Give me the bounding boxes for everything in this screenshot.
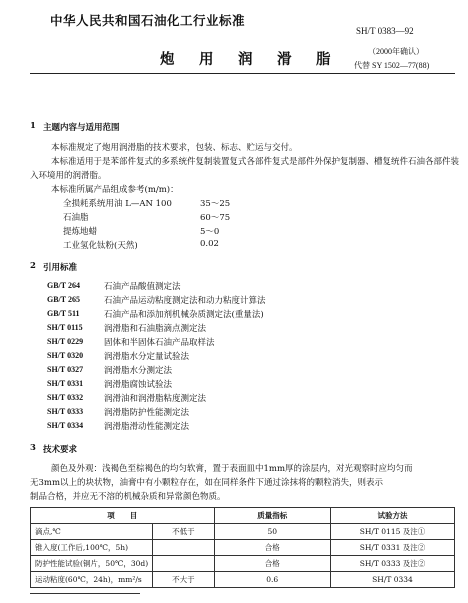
reference-code: SH/T 0333 [47,407,84,416]
reference-title: 润滑脂腐蚀试验法 [104,380,173,390]
reference-code: GB/T 511 [47,309,80,318]
composition-value: 5～0 [200,227,220,237]
section-3-paragraph: 颜色及外观：浅褐色至棕褐色的均匀软膏，置于表面皿中1mm厚的涂层内，对光观察时应均匀而 [51,464,413,474]
composition-name: 提炼地蜡 [63,227,98,237]
table-cell-value: 合格 [214,556,330,572]
table-cell-value: 50 [214,524,330,540]
table-row [31,556,455,572]
document-title: 炮 用 润 滑 脂 [160,51,336,68]
section-3-paragraph: 制品合格，并应无不溶的机械杂质和异常颜色物质。 [30,492,226,502]
reference-title: 润滑脂水分测定法 [104,366,173,376]
composition-value: 60～75 [200,213,231,223]
table-cell-item: 防护性能试验(铜片，50℃，30d) [31,556,153,572]
composition-value: 0.02 [200,239,219,249]
reconfirm-note: （2000年确认） [368,47,424,56]
table-cell-value: 0.6 [214,572,330,588]
table-cell-sub [153,540,214,556]
table-cell-item: 锥入度(工作后,100℃，5h) [31,540,153,556]
reference-title: 润滑脂滑动性能测定法 [104,422,190,432]
reference-title: 润滑脂水分定量试验法 [104,352,190,362]
composition-name: 工业氢化钛粉(天然) [63,241,138,251]
table-cell-value: 合格 [214,540,330,556]
composition-name: 石油脂 [63,213,89,223]
table-cell-method: SH/T 0334 [330,572,454,588]
reference-code: SH/T 0327 [47,365,84,374]
reference-title: 石油产品运动粘度测定法和动力粘度计算法 [104,296,266,306]
table-row [31,540,455,556]
section-1-paragraph: 本标准规定了炮用润滑脂的技术要求，包装、标志、贮运与交付。 [51,143,298,153]
table-cell-sub: 不大于 [153,572,214,588]
table-cell-item: 滴点,℃ [31,524,153,540]
reference-code: SH/T 0229 [47,337,84,346]
standard-code: SH/T 0383—92 [356,26,414,36]
table-header-method: 试验方法 [330,508,454,524]
table-cell-method: SH/T 0115 及注① [330,524,454,540]
table-row [31,524,455,540]
reference-code: SH/T 0334 [47,421,84,430]
reference-title: 石油产品酸值测定法 [104,282,181,292]
table-header-value: 质量指标 [214,508,330,524]
standard-title: 中华人民共和国石油化工行业标准 [50,13,246,28]
table-cell-item: 运动粘度(60℃，24h)，mm²/s [31,572,153,588]
table-row [31,572,455,588]
reference-title: 石油产品和添加剂机械杂质测定法(重量法) [104,310,264,320]
reference-title: 润滑脂和石油脂滴点测定法 [104,324,207,334]
table-cell-sub [153,556,214,572]
replaces-note: 代替 SY 1502—77(88) [354,61,430,70]
composition-name: 全损耗系统用油 L—AN 100 [63,199,172,209]
reference-code: GB/T 265 [47,295,80,304]
section-1-number: 1 [30,121,36,131]
table-cell-sub: 不低于 [153,524,214,540]
composition-value: 35～25 [200,199,231,209]
section-3-number: 3 [30,443,36,453]
table-cell-method: SH/T 0333 及注② [330,556,454,572]
header-rule [30,73,455,74]
section-1-paragraph: 入环境用的润滑脂。 [30,171,107,181]
reference-title: 润滑油和润滑脂粘度测定法 [104,394,207,404]
section-3-heading: 技术要求 [43,445,78,455]
reference-title: 润滑脂防护性能测定法 [104,408,190,418]
reference-code: SH/T 0331 [47,379,84,388]
table-header-item: 项 目 [31,508,215,524]
table-cell-method: SH/T 0331 及注② [330,540,454,556]
section-3-paragraph: 无3mm以上的块状物，油膏中有小颗粒存在，如在同样条件下通过涂抹将的颗粒消失，则表示 [30,478,384,488]
reference-code: GB/T 264 [47,281,80,290]
section-1-heading: 主题内容与适用范围 [43,123,120,133]
reference-code: SH/T 0320 [47,351,84,360]
reference-code: SH/T 0332 [47,393,84,402]
reference-title: 固体和半固体石油产品取样法 [104,338,215,348]
specification-table [30,507,455,588]
table-header-row [31,508,455,524]
footnote-rule [30,593,140,594]
section-1-paragraph: 本标准适用于是苯部件复式的多系统件复制装置复式各部件复式是部件外保护复制器、槽复统件石油各部件装 [51,157,460,167]
reference-code: SH/T 0115 [47,323,83,332]
section-2-heading: 引用标准 [43,263,78,273]
section-1-paragraph: 本标准所属产品组成参考(m/m)： [51,185,179,195]
section-2-number: 2 [30,261,36,271]
